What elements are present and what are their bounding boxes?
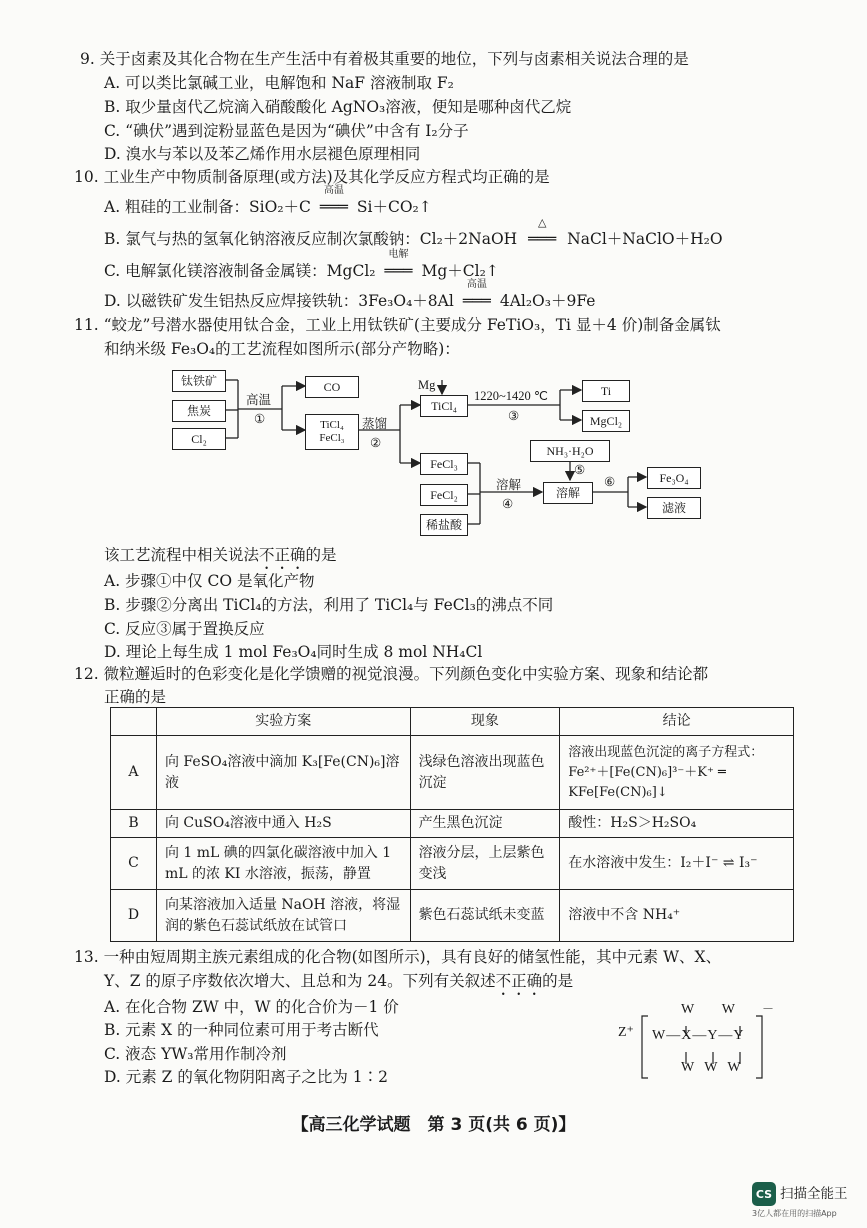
- q13-option-b: B. 元素 X 的一种同位素可用于考古断代: [104, 1021, 379, 1039]
- q10-d-right: 4Al₂O₃＋9Fe: [499, 292, 596, 310]
- flow-label-step6: ⑥: [604, 475, 616, 489]
- table-cell: 产生黑色沉淀: [410, 810, 560, 838]
- q10-a-condition: 高温: [323, 185, 344, 196]
- q10-b-condition: △: [537, 216, 547, 229]
- camscanner-name: 扫描全能王: [780, 1186, 848, 1202]
- q11-question-post: 的是: [305, 546, 337, 564]
- flow-box-rongjie: 溶解: [543, 482, 593, 504]
- table-cell: 紫色石蕊试纸未变蓝: [410, 890, 560, 942]
- flow-box-ticl4: TiCl₄: [420, 395, 468, 417]
- molecule-main-chain: W—X—Y—Y: [652, 1028, 745, 1043]
- table-cell: 在水溶液中发生：I₂＋I⁻ ⇌ I₃⁻: [560, 838, 794, 890]
- table-row: [111, 810, 794, 838]
- flow-label-step4: ④: [502, 497, 514, 511]
- page-footer: 【高三化学试题 第 3 页(共 6 页)】: [291, 1115, 576, 1135]
- flow-label-step5: ⑤: [574, 463, 586, 477]
- table-cell: 溶液出现蓝色沉淀的离子方程式：Fe²⁺＋[Fe(CN)₆]³⁻＋K⁺ ═ KFe[Fe(CN)₆]↓: [560, 736, 794, 810]
- q9-option-d: D. 溴水与苯以及苯乙烯作用水层褪色原理相同: [104, 145, 421, 163]
- molecule-bottom-row: W W W: [681, 1060, 741, 1075]
- table-row: [111, 838, 794, 890]
- q13-option-a: A. 在化合物 ZW 中，W 的化合价为－1 价: [104, 998, 399, 1016]
- q13-stem-post: 的是: [542, 972, 574, 990]
- flow-box-co: CO: [305, 376, 359, 398]
- q10-d-left: D. 以磁铁矿发生铝热反应焊接铁轨：3Fe₃O₄＋8Al: [104, 292, 454, 310]
- molecule-top-row: W W: [681, 1002, 735, 1017]
- table-cell: 向 FeSO₄溶液中滴加 K₃[Fe(CN)₆]溶液: [156, 736, 410, 810]
- camscanner-logo: CS: [752, 1182, 776, 1206]
- q10-d-condition: 高温: [466, 279, 487, 290]
- flow-label-rongjie: 溶解: [496, 478, 522, 492]
- q13-stem-line2: [104, 970, 573, 999]
- molecule-charge: －: [762, 1002, 775, 1016]
- q13-option-d: D. 元素 Z 的氧化物阴阳离子之比为 1∶2: [104, 1068, 389, 1086]
- flow-box-nh3h2o: NH₃·H₂O: [530, 440, 610, 462]
- process-flow-lines: [0, 0, 867, 560]
- q11-option-b: B. 步骤②分离出 TiCl₄的方法，利用了 TiCl₄与 FeCl₃的沸点不同: [104, 596, 554, 614]
- flow-box-hcl: 稀盐酸: [420, 514, 468, 536]
- q10-stem: 10. 工业生产中物质制备原理(或方法)及其化学反应方程式均正确的是: [74, 168, 550, 186]
- table-cell: 溶液分层，上层紫色变浅: [410, 838, 560, 890]
- q10-c-arrow: 电解 ═══: [376, 260, 422, 282]
- table-header: 现象: [410, 708, 560, 736]
- table-row: [111, 736, 794, 810]
- flow-label-mg: Mg: [418, 378, 436, 392]
- q13-stem-pre: Y、Z 的原子序数依次增大、且总和为 24。下列有关叙述: [104, 972, 496, 990]
- q9-option-a: A. 可以类比氯碱工业，电解饱和 NaF 溶液制取 F₂: [104, 74, 454, 92]
- molecule-cation: Z⁺: [618, 1025, 634, 1040]
- flow-box-cl2: Cl₂: [172, 428, 226, 450]
- table-cell: 浅绿色溶液出现蓝色沉淀: [410, 736, 560, 810]
- q10-c-right: Mg＋Cl₂↑: [421, 262, 499, 280]
- q10-a-arrow: 高温 ═══: [311, 196, 357, 218]
- table-cell: B: [111, 810, 157, 838]
- q11-stem-line1: 11. “蛟龙”号潜水器使用钛合金，工业上用钛铁矿(主要成分 FeTiO₃，Ti 显＋4 价)制备金属钛: [74, 316, 721, 334]
- flow-box-fe3o4: Fe₃O₄: [647, 467, 701, 489]
- flow-box-coke: 焦炭: [172, 400, 226, 422]
- table-cell: 向 1 mL 碘的四氯化碳溶液中加入 1 mL 的浓 KI 水溶液，振荡，静置: [156, 838, 410, 890]
- q10-c-left: C. 电解氯化镁溶液制备金属镁：MgCl₂: [104, 262, 376, 280]
- flow-label-step3: ③: [508, 409, 520, 423]
- q10-c-condition: 电解: [388, 249, 409, 260]
- table-cell: C: [111, 838, 157, 890]
- q10-a-right: Si＋CO₂↑: [356, 198, 432, 216]
- q11-question-pre: 该工艺流程中相关说法: [104, 546, 260, 564]
- q10-b-left: B. 氯气与热的氢氧化钠溶液反应制次氯酸钠：Cl₂＋2NaOH: [104, 230, 518, 248]
- table-cell: D: [111, 890, 157, 942]
- flow-box-lvye: 滤液: [647, 497, 701, 519]
- table-cell: A: [111, 736, 157, 810]
- q10-b-right: NaCl＋NaClO＋H₂O: [567, 230, 723, 248]
- flow-box-fecl3: FeCl₃: [420, 453, 468, 475]
- q10-b-arrow: △ ═══: [517, 228, 567, 250]
- q13-option-c: C. 液态 YW₃常用作制冷剂: [104, 1045, 287, 1063]
- flow-label-zhengliu: 蒸馏: [362, 417, 388, 431]
- flow-label-temp: 1220~1420 ℃: [474, 389, 548, 403]
- table-header: 结论: [560, 708, 794, 736]
- table-row: [111, 890, 794, 942]
- q11-question: [104, 544, 337, 573]
- q9-option-b: B. 取少量卤代乙烷滴入硝酸酸化 AgNO₃溶液，便知是哪种卤代乙烷: [104, 98, 572, 116]
- table-header-row: [111, 708, 794, 736]
- q11-option-c: C. 反应③属于置换反应: [104, 620, 265, 638]
- table-cell: 向 CuSO₄溶液中通入 H₂S: [156, 810, 410, 838]
- q12-stem-line1: 12. 微粒邂逅时的色彩变化是化学馈赠的视觉浪漫。下列颜色变化中实验方案、现象和结论都: [74, 665, 709, 683]
- q13-stem-emphasis: 不正确: [495, 972, 543, 990]
- flow-box-mgcl2: MgCl₂: [582, 410, 630, 432]
- table-cell: 酸性：H₂S＞H₂SO₄: [560, 810, 794, 838]
- flow-box-fecl2: FeCl₂: [420, 484, 468, 506]
- q11-option-a: A. 步骤①中仅 CO 是氧化产物: [104, 572, 315, 590]
- q11-stem-line2: 和纳米级 Fe₃O₄的工艺流程如图所示(部分产物略)：: [104, 340, 460, 358]
- q10-a-left: A. 粗硅的工业制备：SiO₂＋C: [104, 198, 311, 216]
- q9-stem: 9. 关于卤素及其化合物在生产生活中有着极其重要的地位，下列与卤素相关说法合理的是: [80, 50, 689, 68]
- flow-label-gaowen: 高温: [246, 393, 272, 407]
- q9-option-c: C. “碘伏”遇到淀粉显蓝色是因为“碘伏”中含有 I₂分子: [104, 122, 469, 140]
- table-header: 实验方案: [156, 708, 410, 736]
- q12-stem-line2: 正确的是: [104, 688, 167, 706]
- flow-label-step1: ①: [254, 412, 266, 426]
- table-cell: 向某溶液加入适量 NaOH 溶液，将湿润的紫色石蕊试纸放在试管口: [156, 890, 410, 942]
- flow-box-ilmenite: 钛铁矿: [172, 370, 226, 392]
- table-header: [111, 708, 157, 736]
- q11-question-emphasis: 不正确: [259, 546, 306, 564]
- q11-option-d: D. 理论上每生成 1 mol Fe₃O₄同时生成 8 mol NH₄Cl: [104, 643, 483, 661]
- flow-box-ti: Ti: [582, 380, 630, 402]
- q12-table: [110, 707, 794, 942]
- q10-d-arrow: 高温 ═══: [454, 290, 500, 312]
- flow-label-step2: ②: [370, 436, 382, 450]
- q13-stem-line1: 13. 一种由短周期主族元素组成的化合物(如图所示)，具有良好的储氢性能，其中元素 W、X、: [74, 948, 722, 966]
- flow-box-ticl4-fecl3: TiCl₄ FeCl₃: [305, 414, 359, 450]
- camscanner-tagline: 3亿人都在用的扫描App: [752, 1209, 837, 1218]
- table-cell: 溶液中不含 NH₄⁺: [560, 890, 794, 942]
